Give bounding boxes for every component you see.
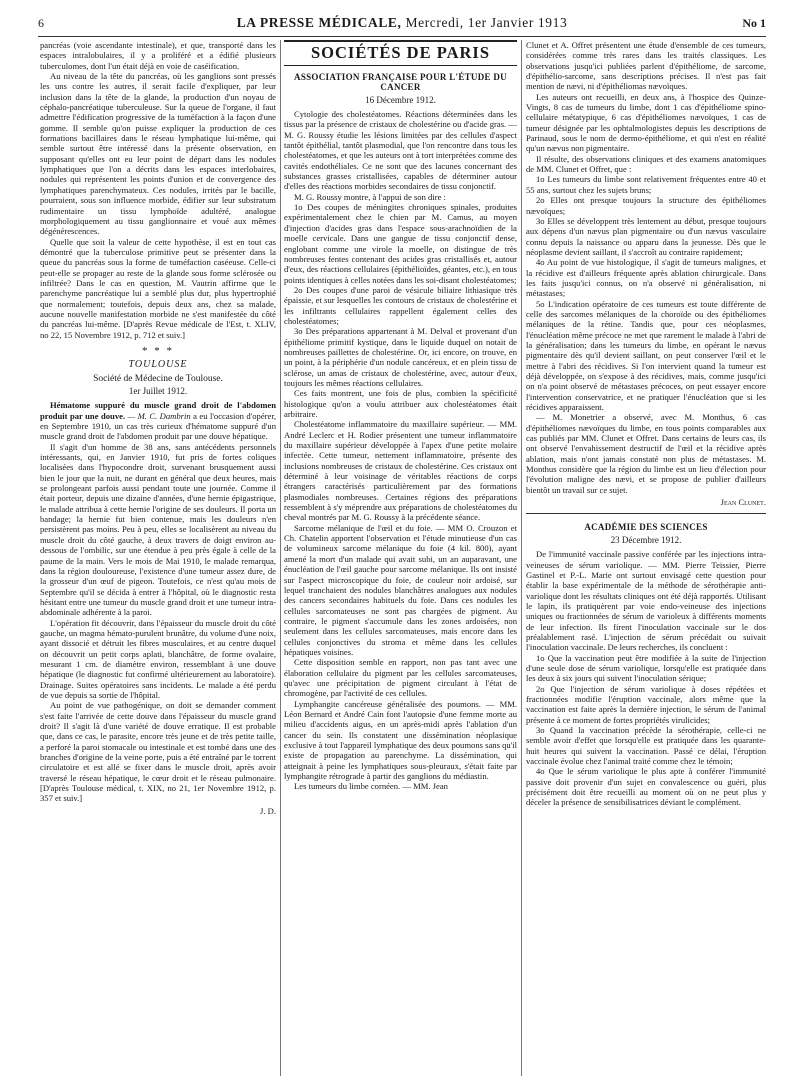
institution-heading: ASSOCIATION FRANÇAISE POUR L'ÉTUDE DU CANCER [294, 72, 507, 93]
paragraph: Il résulte, des observations cliniques et des examens anatomiques de MM. Clunet et Offret, que : [526, 153, 766, 175]
paragraph: Au niveau de la tête du pancréas, où les ganglions sont pressés les uns contre les autres, il serait facile d'expliquer, par leur inclusion dans la tête de la glande, la production d'un noyau de céphalo-pancréatique tuberculeuse. Sur la queue de l'organe, il faut admettre l'édification progressive de la tuméfaction à la façon d'une gomme. Il semble qu'on puisse expliquer la production de ces formations bacillaires dans le réseau lymphatique lui-même, qui semble surtout être intéressé dans la présente observation, en supposant qu'elles ont eu leur point de départ dans les nodules lymphatiques que l'on a décrits dans les espaces interlobaires, nodules qui représentent les points d'union et de convergence des lymphatiques parenchymateux. Ces nodules, irrités par le bacille, pourraient, sous son influence morbide, édifier sur leur substratum rudimentaire un tissu lymphoïde adultéré, analogue morphologiquement au tissu ganglionnaire et voué aux mêmes dégénérescences. [40, 71, 276, 237]
running-title [38, 15, 766, 31]
column-left [40, 40, 276, 1076]
section-heading: TOULOUSE [128, 359, 188, 371]
section-banner: SOCIÉTÉS DE PARIS [284, 40, 517, 66]
paragraph: De l'immunité vaccinale passive conférée par les injections intra-veineuses de sérum variolique. — MM. Pierre Teissier, Pierre Gastinel et P.-L. Marie ont surtout envisagé cette question pour établir la base expérimentale de la méthode de sérothérapie anti-variolique dont les résultats cliniques ont été déjà rapportés. Utilisant le lapin, ils pratiquèrent par voie endo-veineuse des injections uniques ou fractionnées de sérum de varioleux à différents moments de leur infection. Ils firent l'inoculation vaccinale sur le dos préalablement rasé. L'injection de sérum précédait ou suivait l'inoculation vaccinale. De leurs recherches, ils concluent : [526, 549, 766, 653]
paragraph: Il s'agit d'un homme de 38 ans, sans antécédents personnels intéressants, qui, en Janvier 1910, fut pris de fortes coliques localisées dans l'hypocondre droit, survenant brusquement aussi bien le jour que la nuit, ne durant en général que deux heures, mais se prolongeant parfois aussi pendant toute une journée. Comme il était porteur, depuis une dizaine d'années, d'une hernie épigastrique, le malade attribua à cette hernie l'origine de ses douleurs. Il porta un bandage; la hernie fut bien contenue, mais les douleurs n'en persistèrent pas moins. Peu à peu, elles se localisèrent au niveau du muscle droit du côté gauche, à deux travers de doigt environ au-dessous de l'ombilic, sur une étendue à peu près égale à celle de la paume de la main. Vers le mois de Mai 1910, le malade remarqua, dans la région douloureuse, l'existence d'une tumeur assez dure, de la grosseur d'un œuf de pigeon. Toutefois, ce n'est qu'au mois de Septembre qu'il se décida à entrer à l'hôpital, où le diagnostic resta hésitant entre une tumeur du muscle grand droit et une tumeur intra-abdominale adhérente à la paroi. [40, 441, 276, 618]
article-author: — M. C. Dambrin [125, 410, 191, 421]
page-number: 6 [38, 16, 44, 30]
paragraph: Cytologie des cholestéatomes. Réactions déterminées dans les tissus par la présence de cristaux de cholestérine ou d'acide gras. — M. G. Roussy étudie les lésions limitées par des cellules d'aspect tantôt épithélial, tantôt plasmodial, que l'on rencontre dans tous les cholestéatomes, et que les auteurs ont à tort interprétées comme des cavités endothéliales. Ce ne sont que des lacunes concernant des substances grasses cristallisées, capables de déterminer autour d'elles des réactions morbides secondaires de tissu conjonctif. [284, 109, 517, 192]
meeting-date: 16 Décembre 1912. [365, 94, 436, 105]
paragraph: Les auteurs ont recueilli, en deux ans, à l'hospice des Quinze-Vingts, 8 cas de tumeurs du limbe, dont 1 cas d'épithéliome spino-cellulaire métatypique, 6 cas d'épithéliomes nævoïques, 1 cas de tumeur désignée par les ophtalmologistes depuis les descriptions de Parinaud, sous le nom de dermo-épithéliome, et qui n'est en réalité qu'un nævus non pigmentaire. [526, 91, 766, 154]
paragraph: 4o Au point de vue histologique, il s'agit de tumeurs malignes, et la récidive est d'ailleurs fréquente après ablation chirurgicale. Dans les faits jusqu'ici connus, on n'a observé ni généralisation, ni métastases; [526, 257, 766, 299]
paragraph: M. G. Roussy montre, à l'appui de son dire : [294, 191, 446, 202]
paragraph: 2o Elles ont presque toujours la structure des épithéliomes nævoïques; [526, 195, 766, 216]
paragraph: Quelle que soit la valeur de cette hypothèse, il est en tout cas démontré que la tuberculose primitive peut se présenter dans la queue du pancréas sous la forme de tuméfaction caséeuse. Celle-ci peut-elle se propager au reste de la glande sous forme sclérosée ou infiltrée? Dans le cas en question, M. Vautrin affirme que le parenchyme pancréatique lui a semblé plus dur, plus hypertrophié que normalement; toutefois, depuis deux ans, chez sa malade, aucune nouvelle manifestation morbide ne s'est manifestée du côté du pancréas lui-même. [D'après Revue médicale de l'Est, t. XLIV, no 22, 15 Novembre 1912, p. 712 et suiv.] [40, 236, 276, 340]
column-rule [521, 40, 522, 1076]
institution-heading: ACADÉMIE DES SCIENCES [584, 522, 708, 533]
paragraph: 4o Que le sérum variolique le plus apte à conférer l'immunité passive doit provenir d'un sujet en convalescence ou guéri, plus précisément doit être recueilli au moment où on ne peut plus y déceler la présence de sensibilisatrices déviant le complément. [526, 766, 766, 808]
meeting-date: 1er Juillet 1912. [128, 386, 188, 396]
paragraph: 3o Des préparations appartenant à M. Delval et provenant d'un épithéliome primitif kystique, dans le liquide duquel on notait de nombreuses paillettes de cholestérine. Or, ici encore, on trouve, en un point, à la périphérie d'un nodule cancéreux, et en plein tissu de sclérose, un amas de cristaux de cholestérine, avec, autour d'eux, toujours les mêmes réactions cellulaires. [284, 326, 517, 388]
signature: Jean Clunet. [720, 497, 766, 508]
paragraph: Sarcome mélanique de l'œil et du foie. — MM O. Crouzon et Ch. Chatelin apportent l'observation et l'étude minutieuse d'un cas de volumineux sarcome mélanique du foie (4 kil. 800), ayant amené la mort d'un malade qui avait subi, un an auparavant, une énucléation de l'œil gauche pour sarcome mélanique. Ils ont insisté sur l'aspect microscopique du foie, de couleur noir ardoisé, sur lequel tranchaient des nodules blanchâtres analogues aux nodules des cancers secondaires habituels du foie. Dans ces nodules les cellules sarcomateuses ne sont pas chargées de pigment. Au contraire, le pigment s'accumule dans les zones ardoisées, non seulement dans les cellules sarcomateuses, mais encore dans les cellules conjonctives du stroma et même dans les cellules hépatiques voisines. [284, 522, 517, 657]
paragraph: 1o Des coupes de méningites chroniques spinales, produites expérimentalement chez le chien par M. Camus, au moyen d'injection d'acides gras dans l'espace sous-arachnoïdien de la moelle cervicale. Dans une gangue de tissu conjonctif dense, englobant comme une virole la moelle, on distingue de très nombreuses fentes contenant des acides gras cristallisés et, autour d'eux, des réactions cellulaires (épithélioïdes, géantes, etc.), en tous points identiques à celles notées dans les soi-disant cholestéatomes; [284, 202, 517, 285]
paragraph: Cette disposition semble en rapport, non pas tant avec une élaboration cellulaire du pigment par les cellules sarcomateuses, qu'avec une précipitation de pigment circulant à l'état de chromogène, par l'activité de ces cellules. [284, 657, 517, 699]
paragraph: 3o Elles se développent très lentement au début, presque toujours aux dépens d'un nævus plan pigmentaire ou d'un nævus vasculaire connu depuis la naissance ou apparu dans la jeunesse. Dès que le néoplasme devient saillant, il s'accroît au contraire rapidement; [526, 215, 766, 257]
paragraph: 2o Que l'injection de sérum variolique à doses répétées et fractionnées modifie l'éruption vaccinale, alors même que la vaccination est faite après la dernière injection, le sérum de l'animal présente à ce moment de fortes propriétés virulicides; [526, 683, 766, 725]
academie-section [526, 513, 766, 807]
paragraph: 2o Des coupes d'une paroi de vésicule biliaire lithiasique très épaissie, et sur lesquelles les contours de cristaux de cholestérine et les infiltrants cellulaires rappellent également celles des cholestéatomes; [284, 284, 517, 326]
running-header [38, 14, 766, 37]
column-middle [284, 40, 517, 1076]
signature: J. D. [260, 805, 276, 816]
article-lead: a eu l'occasion d'opérer, en Septembre 1910, un cas très curieux d'hématome suppuré d'un muscle grand droit de l'abdomen produit par une douve hépatique. [40, 410, 276, 442]
paragraph: Clunet et A. Offret présentent une étude d'ensemble de ces tumeurs, considérées comme très rares dans les traités classiques. Les observations jusqu'ici publiées parlent d'épithéliome, de sarcome, d'épithélio-sarcome, sans descriptions précises. Il n'est pas fait mention de nævi, ni d'épithéliomas nævoïques. [526, 40, 766, 92]
paragraph: Lymphangite cancéreuse généralisée des poumons. — MM. Léon Bernard et André Cain font l'autopsie d'une femme morte au milieu d'accidents aigus, en un après-midi après l'ablation d'un cancer du sein. Ils constatent une dissémination néoplasique exclusive à tout l'appareil lymphatique des deux poumons sans qu'il existe de propagation au parenchyme. La dissémination, qui atteignait à peine les lymphatiques sous-pleuraux, s'était faite par lymphangite rétrograde à partir des ganglions du médiastin. [284, 698, 517, 782]
column-right [526, 40, 766, 1076]
paragraph: Au point de vue pathogénique, on doit se demander comment s'est faite l'arrivée de cette douve dans l'épaisseur du muscle grand droit? Il s'agit là d'une variété de douve erratique. Il est probable que, dans ce cas, le parasite, encore très jeune et de très petite taille, a perforé la paroi stomacale ou intestinale et est tombé dans une des branches d'origine de la veine porte, puis a été entraîné par le torrent circulatoire et est allé se fixer dans le muscle droit, après avoir traversé le réseau hépatique, le cœur droit et le réseau pulmonaire. [D'après Toulouse médical, t. XIX, no 21, 1er Novembre 1912, p. 357 et suiv.] [40, 700, 276, 804]
column-rule [280, 40, 281, 1076]
article-title: Hématome suppuré du muscle grand droit de l'abdomen produit par une douve. [40, 400, 276, 421]
paragraph: — M. Monetrier a observé, avec M. Monthus, 6 cas d'épithéliomes nævoïques du limbe, en tous points comparables aux cas publiés par MM. Clunet et Offret. Dans certains de leurs cas, ils ont observé l'envahissement destructif de l'œil et la récidive après ablation, mais n'ont jamais constaté non plus de métastases. M. Monthus considère que la région du limbe est un lieu d'élection pour l'évolution maligne des nævi, et se propose de publier d'ailleurs bientôt un travail sur ce sujet. [526, 412, 766, 495]
meeting-date: 23 Décembre 1912. [610, 534, 682, 545]
paragraph: Cholestéatome inflammatoire du maxillaire supérieur. — MM. André Leclerc et H. Rodier présentent une tumeur inflammatoire du maxillaire supérieur développée à l'apex d'une petite molaire infectée. Cette tumeur, nettement inflammatoire, présente des inclusions nombreuses de cristaux de cholestérine. Ces cristaux ont déterminé à leur voisinage de véritables réactions de corps étrangers caractérisés particulièrement par des formations plasmodiales nombreuses. Certaines régions des préparations ressemblent à s'y méprendre aux préparations de cholestéatomes du cheval montrés par M. G. Roussy à la précédente séance. [284, 419, 517, 523]
paragraph: 5o L'indication opératoire de ces tumeurs est toute différente de celle des sarcomes mélaniques de la choroïde ou des épithéliomes mélaniques de la rétine. Tandis que, pour ces néoplasmes, l'énucléation même précoce ne met que rarement le malade à l'abri de la généralisation; dans les tumeurs du limbe, en opérant le nævus pigmentaire dès qu'il devient saillant, on peut conserver l'œil et le mettre à l'abri des récidives. Si l'on intervient quand la tumeur est déjà développée, on s'expose à des récidives, mais, comme jusqu'ici on n'a point observé de métastases précoces, on peut essayer encore l'intervention conservatrice, et ne pratiquer l'énucléation que si les récidives apparaissent. [526, 298, 766, 413]
paragraph: 1o Les tumeurs du limbe sont relativement fréquentes entre 40 et 55 ans, surtout chez les sujets bruns; [526, 174, 766, 195]
paragraph: 3o Quand la vaccination précède la sérothérapie, celle-ci ne semble avoir d'effet que lorsqu'elle est pratiquée dans les quarante-huit heures qui suivent la vaccination. Passé ce délai, l'éruption vaccinale évolue chez l'animal traité comme chez le témoin; [526, 725, 766, 767]
paragraph: 1o Que la vaccination peut être modifiée à la suite de l'injection d'une seule dose de sérum variolique, lorsqu'elle est pratiquée dans les deux à six jours qui suivent l'inoculation sérique; [526, 652, 766, 684]
section-separator: * * * [142, 344, 174, 357]
paragraph: pancréas (voie ascendante intestinale), et que, transporté dans les espaces intralobulaires, il y a proliféré et a édifié plusieurs tuberculomes, dont l'un était déjà en voie de caséification. [40, 40, 276, 71]
paragraph: Ces faits montrent, une fois de plus, combien la spécificité histologique qu'on a voulu attribuer aux cholestéatomes était arbitraire. [284, 388, 517, 419]
issue-number: No 1 [742, 16, 766, 30]
article-intro [40, 400, 276, 441]
paragraph: L'opération fit découvrir, dans l'épaisseur du muscle droit du côté gauche, un magma hémato-purulent brunâtre, du volume d'une noix, ayant dissocié et détruit les fibres musculaires, et au centre duquel on découvrit un petit corps aplati, blanchâtre, de forme ovalaire, mesurant 1 cm. de diamètre environ, ressemblant à une douve hépatique (le diagnostic fut confirmé ultérieurement au laboratoire). Drainage. Suites opératoires sans incidents. Le malade a été perdu de vue depuis sa sortie de l'hôpital. [40, 617, 276, 700]
paragraph: Les tumeurs du limbe cornéen. — MM. Jean [294, 781, 448, 792]
issue-date: Mercredi, 1er Janvier 1913 [405, 15, 568, 30]
society-name: Société de Médecine de Toulouse. [93, 373, 223, 384]
publication-name: LA PRESSE MÉDICALE, [236, 15, 402, 30]
